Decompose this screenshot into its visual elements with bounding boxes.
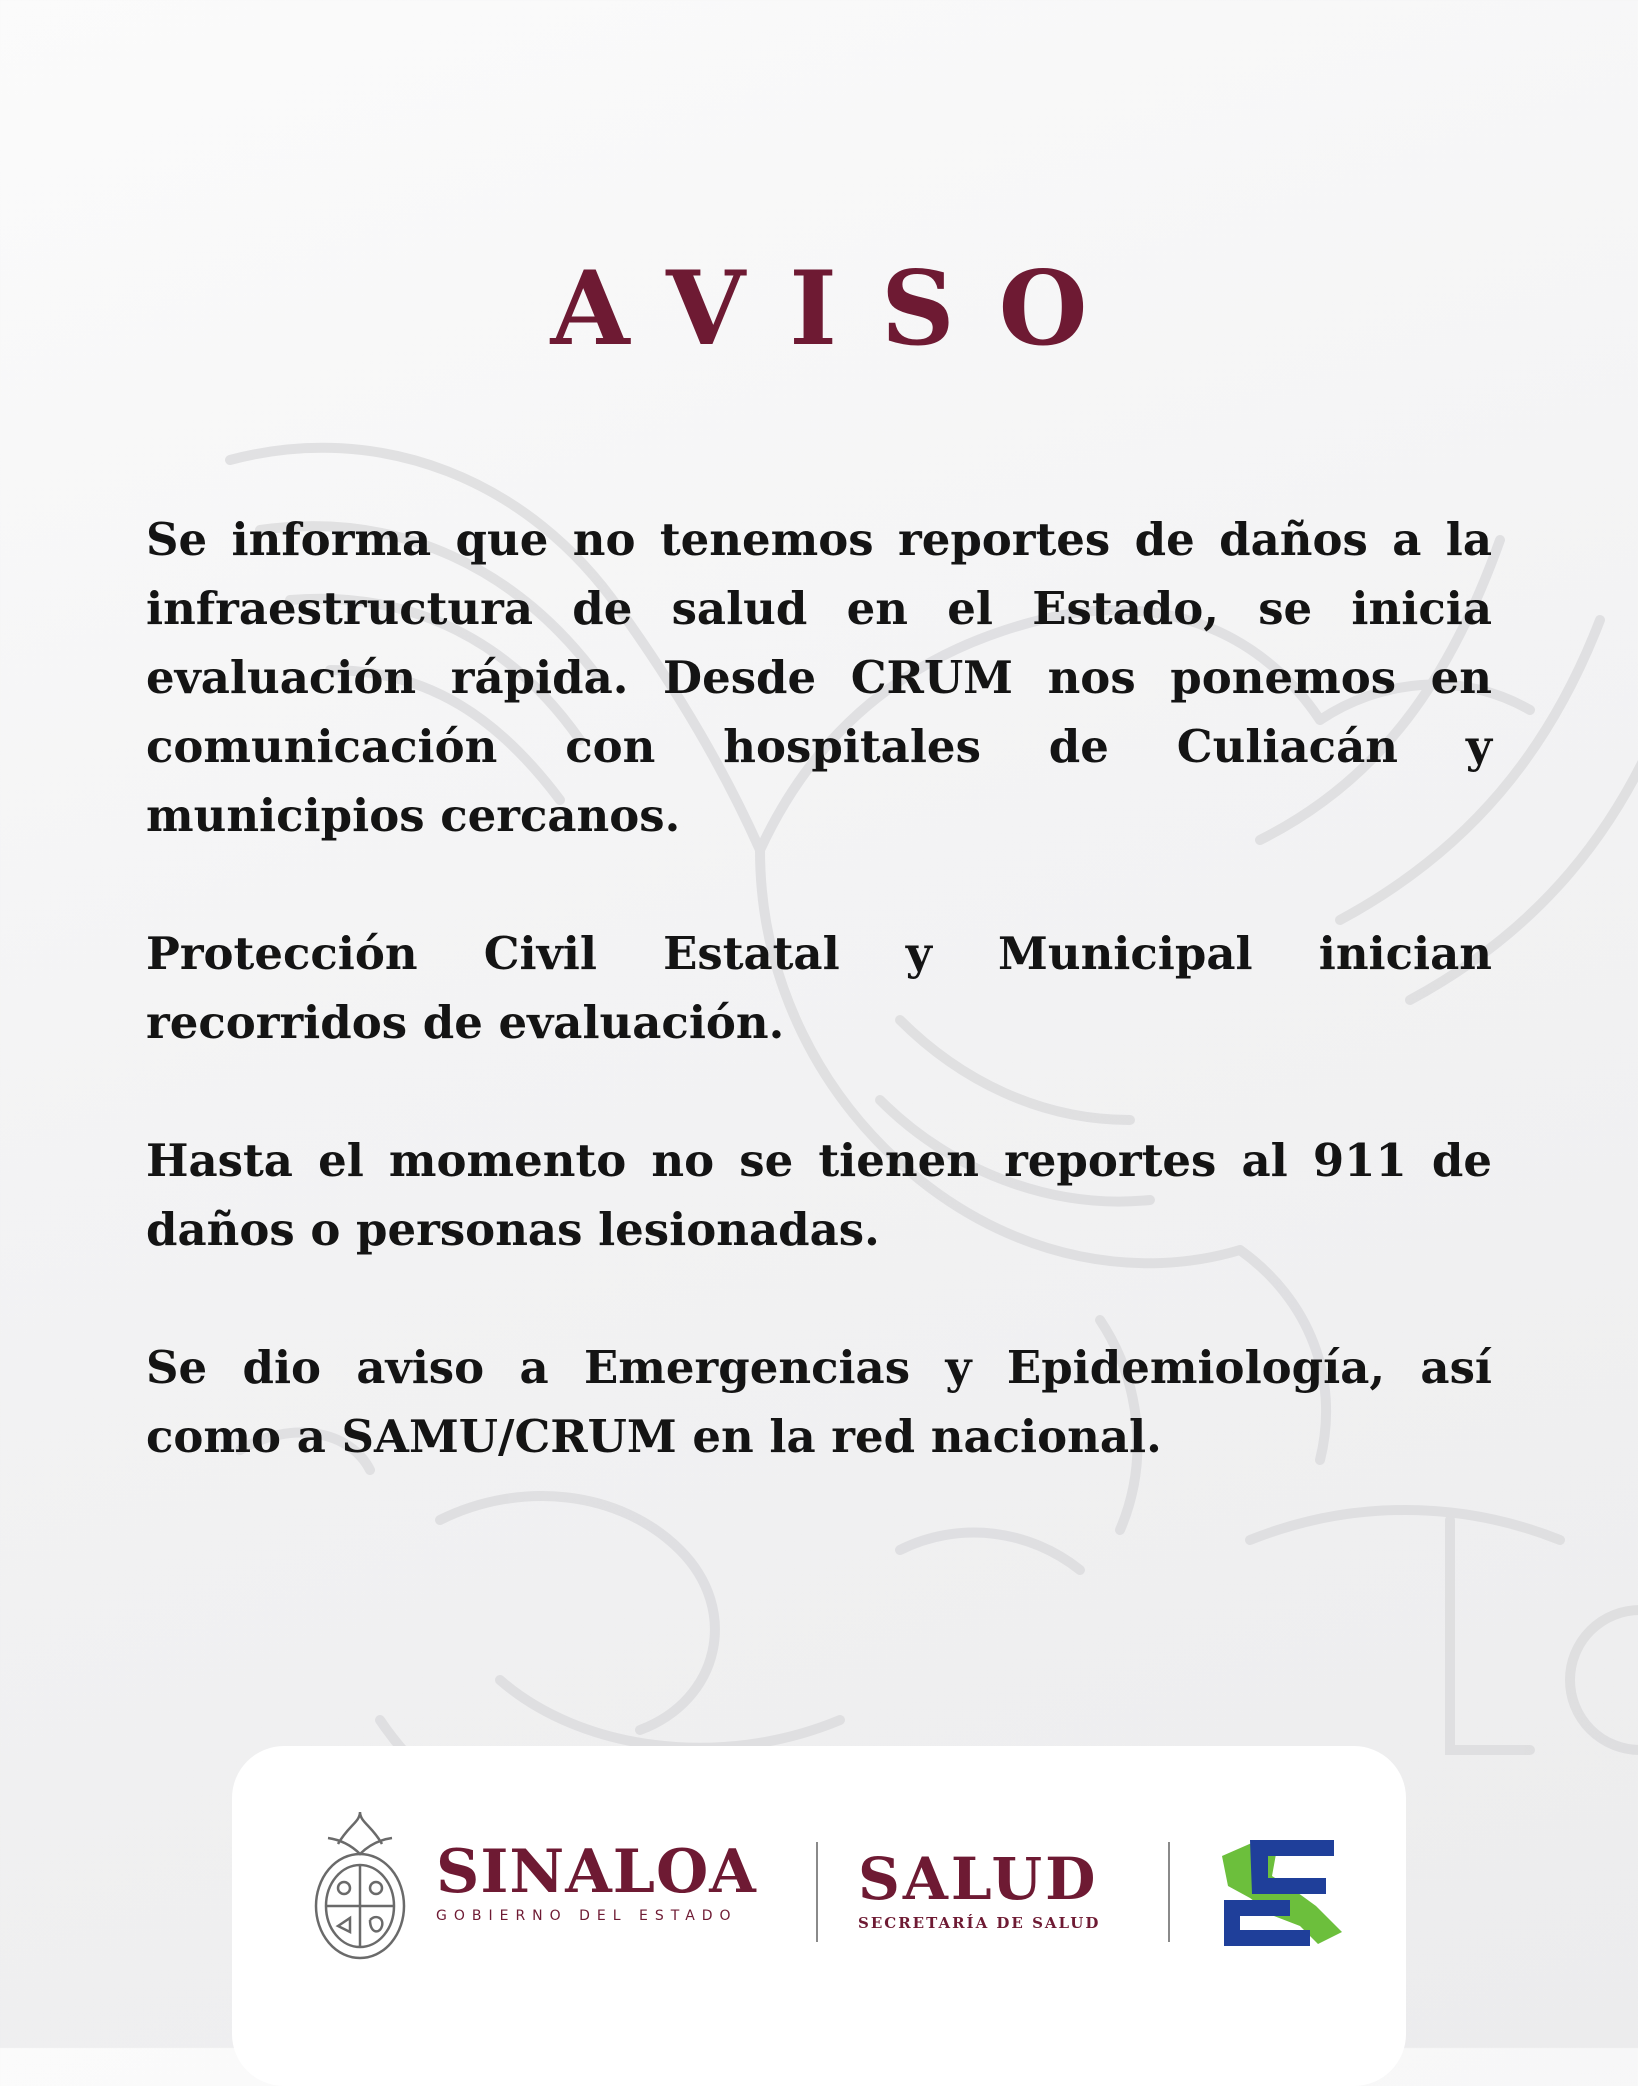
notice-paragraph: Se dio aviso a Emergencias y Epidemiología, así como a SAMU/CRUM en la red nacional.	[146, 1341, 1492, 1463]
notice-paragraph: Protección Civil Estatal y Municipal inician recorridos de evaluación.	[146, 927, 1492, 1049]
health-services-logo-icon	[1214, 1836, 1346, 1948]
notice-body	[146, 505, 1492, 1540]
page-title: AVISO	[550, 249, 1132, 369]
sinaloa-wordmark: SINALOA	[436, 1837, 757, 1907]
sinaloa-coat-of-arms-icon	[308, 1804, 412, 1964]
notice-paragraph: Se informa que no tenemos reportes de daños a la infraestructura de salud en el Estado, se inicia evaluación rápida. Desde CRUM nos ponemos en comunicación con hospitales de Culiacán y municipios cercanos.	[146, 513, 1492, 842]
logo-footer	[232, 1746, 1406, 2086]
salud-subtitle: SECRETARÍA DE SALUD	[858, 1914, 1101, 1932]
salud-logo	[858, 1845, 1148, 1932]
notice-paragraph: Hasta el momento no se tienen reportes al 911 de daños o personas lesionadas.	[146, 1134, 1492, 1256]
sinaloa-logo	[436, 1837, 776, 1924]
logo-divider	[816, 1842, 818, 1942]
sinaloa-subtitle: GOBIERNO DEL ESTADO	[436, 1908, 738, 1924]
salud-wordmark: SALUD	[858, 1845, 1099, 1913]
logo-divider	[1168, 1842, 1170, 1942]
